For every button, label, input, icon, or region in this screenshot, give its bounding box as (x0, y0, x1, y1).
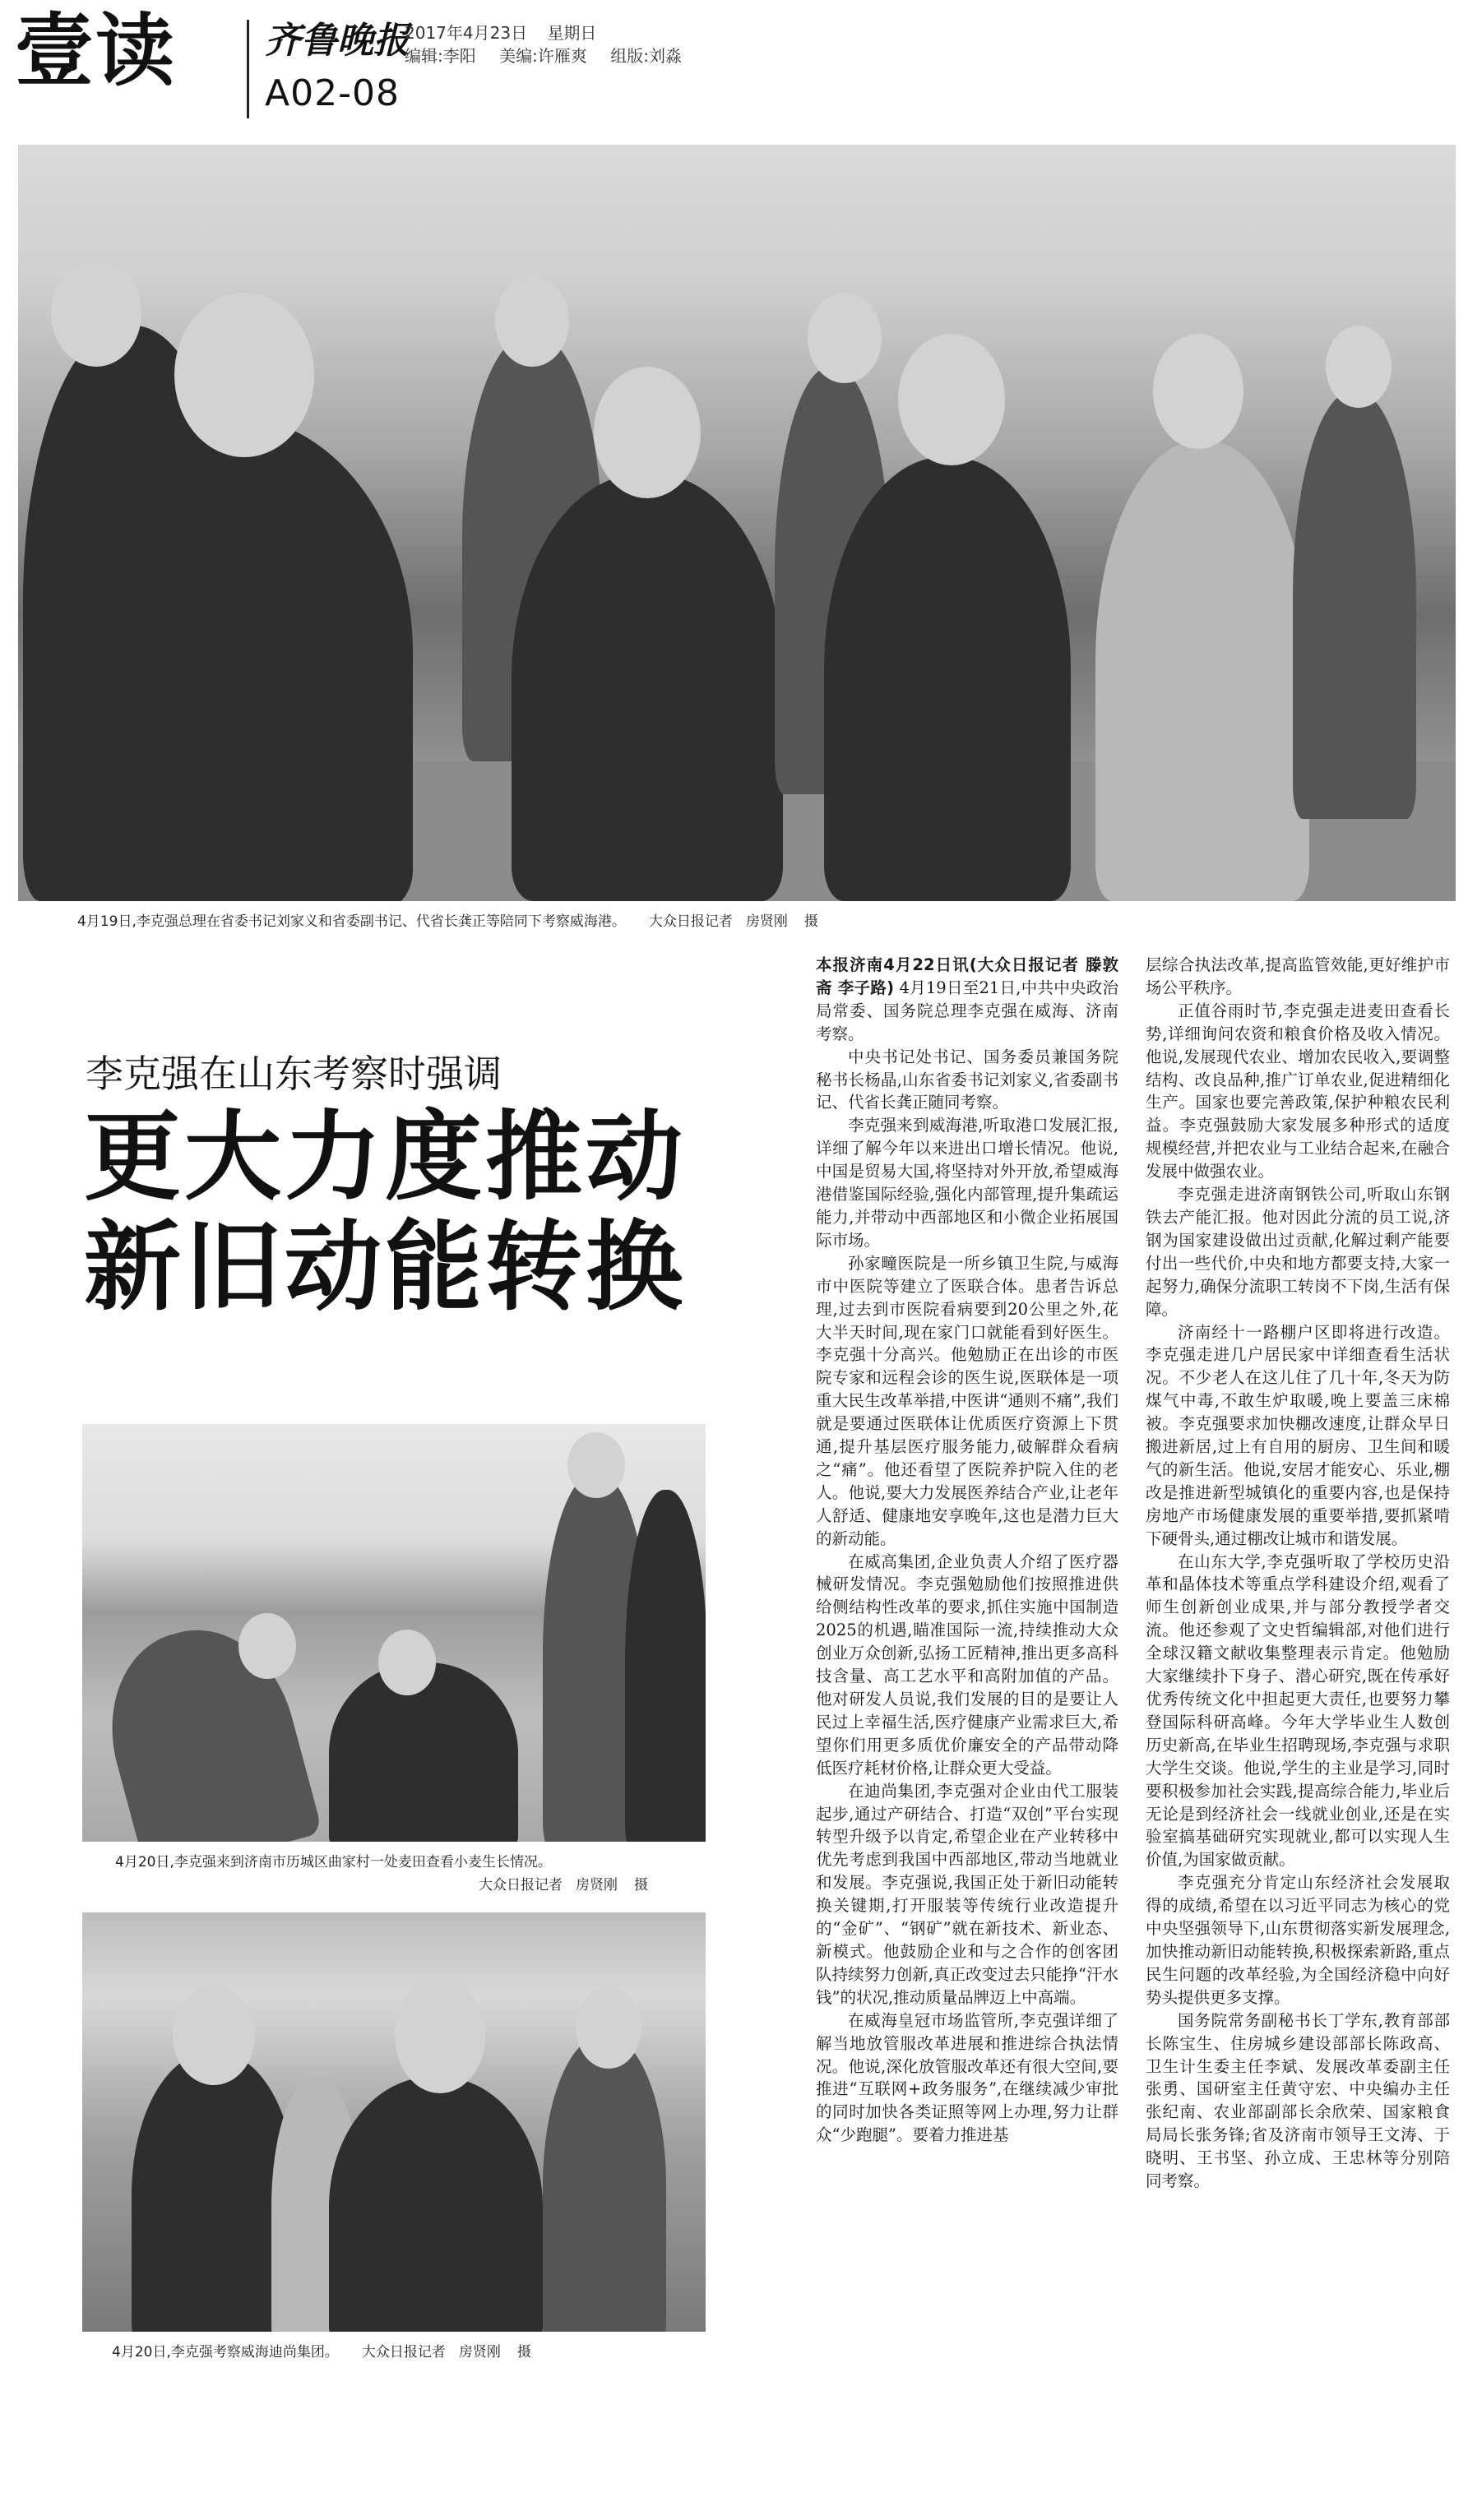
top-photo (18, 145, 1456, 901)
wheat-photo-credit: 大众日报记者 房贤刚 摄 (479, 1877, 648, 1893)
factory-photo-caption (112, 2340, 531, 2360)
newspaper-logo: 齐鲁晚报 (265, 20, 410, 62)
editor-credit: 编辑:李阳 (405, 46, 476, 66)
article-column-1 (816, 954, 1118, 2508)
article-paragraph: 国务院常务副秘书长丁学东,教育部部长陈宝生、住房城乡建设部部长陈政高、卫生计生委主任李斌、发展改革委副主任张勇、国研室主任黄守宏、中央编办主任张纪南、农业部副部长余欣荣、国家粮食局局长张务锋;省及济南市领导王文涛、于晓明、王书坚、孙立成、王忠林等分别陪同考察。 (1146, 2010, 1450, 2191)
article-column-2 (1146, 954, 1450, 2508)
wheat-field-photo (82, 1424, 706, 1842)
article-paragraph: 本报济南4月22日讯(大众日报记者 滕敦斋 李子路) 4月19日至21日,中共中央政治局常委、国务院总理李克强在威海、济南考察。 (816, 955, 1118, 1043)
layout-editor-credit: 组版:刘淼 (610, 46, 682, 66)
photo-credit: 大众日报记者 房贤刚 摄 (648, 913, 818, 930)
article-paragraph: 李克强走进济南钢铁公司,听取山东钢铁去产能汇报。他对因此分流的员工说,济钢为国家建设做出过贡献,化解过剩产能要付出一些代价,中央和地方都要支持,大家一起努力,确保分流职工转岗不下岗,生活有保障。 (1146, 1185, 1450, 1319)
section-title: 壹读 (15, 5, 176, 97)
article-paragraph: 中央书记处书记、国务委员兼国务院秘书长杨晶,山东省委书记刘家义,省委副书记、代省长龚正随同考察。 (816, 1047, 1118, 1112)
headline-line-1: 更大力度推动 (84, 1100, 687, 1214)
article-paragraph: 层综合执法改革,提高监管效能,更好维护市场公平秩序。 (1146, 955, 1450, 997)
article-paragraph: 在威海皇冠市场监管所,李克强详细了解当地放管服改革进展和推进综合执法情况。他说,深化放管服改革还有很大空间,要推进“互联网+政务服务”,在继续减少审批的同时加快各类证照等网上办理,努力让群众“少跑腿”。要着力推进基 (816, 2010, 1118, 2145)
dateline: 本报济南4月22日讯(大众日报记者 滕敦斋 李子路) (816, 955, 1118, 997)
article-paragraph: 李克强充分肯定山东经济社会发展取得的成绩,希望在以习近平同志为核心的党中央坚强领导下,山东贯彻落实新发展理念,加快推动新旧动能转换,积极探索新路,重点民生问题的改革经验,为全国经济稳中向好势头提供更多支撑。 (1146, 1873, 1450, 2007)
article-paragraph: 在迪尚集团,李克强对企业由代工服装起步,通过产研结合、打造“双创”平台实现转型升级予以肯定,希望企业在产业转移中优先考虑到我国中西部地区,带动当地就业和发展。李克强说,我国正处于新旧动能转换关键期,打开服装等传统行业改造提升的“金矿”、“钢矿”就在新技术、新业态、新模式。他鼓励企业和与之合作的创客团队持续努力创新,真正改变过去只能挣“汗水钱”的状况,推动质量品牌迈上中高端。 (816, 1781, 1118, 2007)
staff-credits (405, 43, 700, 67)
masthead-divider (247, 20, 249, 118)
date-text: 2017年4月23日 (405, 23, 528, 43)
article-paragraph: 孙家疃医院是一所乡镇卫生院,与威海市中医院等建立了医联合体。患者告诉总理,过去到市医院看病要到20公里之外,花大半天时间,现在家门口就能看到好医生。李克强十分高兴。他勉励正在出诊的市医院专家和远程会诊的医生说,医联体是一项重大民生改革举措,中医讲“通则不痛”,我们就是要通过医联体让优质医疗资源上下贯通,提升基层医疗服务能力,破解群众看病之“痛”。他还看望了医院养护院入住的老人。他说,要大力发展医养结合产业,让老年人舒适、健康地安享晚年,这也是潜力巨大的新动能。 (816, 1253, 1118, 1548)
article-paragraph: 在山东大学,李克强听取了学校历史沿革和晶体技术等重点学科建设介绍,观看了师生创新创业成果,并与部分教授学者交流。他还参观了文史哲编辑部,对他们进行全球汉籍文献收集整理表示肯定。他勉励大家继续扑下身子、潜心研究,既在传承好优秀传统文化中担起更大责任,也要努力攀登国际科研高峰。今年大学毕业生人数创历史新高,在毕业生招聘现场,李克强与求职大学生交谈。他说,学生的主业是学习,同时要积极参加社会实践,提高综合能力,毕业后无论是到经济社会一线就业创业,还是在实验室搞基础研究实现就业,都可以实现人生价值,为国家做贡献。 (1146, 1551, 1450, 1870)
art-editor-credit: 美编:许雁爽 (499, 46, 587, 66)
issue-date (405, 20, 611, 44)
photo-credit: 大众日报记者 房贤刚 摄 (361, 2344, 531, 2360)
factory-visit-photo (82, 1912, 706, 2332)
article-paragraph: 李克强来到威海港,听取港口发展汇报,详细了解今年以来进出口增长情况。他说,中国是贸易大国,将坚持对外开放,希望威海港借鉴国际经验,强化内部管理,提升集疏运能力,并带动中西部地区和小微企业拓展国际市场。 (816, 1116, 1118, 1250)
article-kicker: 李克强在山东考察时强调 (86, 1052, 502, 1096)
caption-text: 4月19日,李克强总理在省委书记刘家义和省委副书记、代省长龚正等陪同下考察威海港。 (77, 913, 626, 930)
article-paragraph: 在威高集团,企业负责人介绍了医疗器械研发情况。李克强勉励他们按照推进供给侧结构性改革的要求,抓住实施中国制造2025的机遇,瞄准国际一流,持续推动大众创业万众创新,弘扬工匠精神,推出更多高科技含量、高工艺水平和高附加值的产品。他对研发人员说,我们发展的目的是要让人民过上幸福生活,医疗健康产业需求巨大,希望你们用更多质优价廉安全的产品带动降低医疗耗材价格,让群众更大受益。 (816, 1551, 1118, 1778)
article-paragraph: 济南经十一路棚户区即将进行改造。李克强走进几户居民家中详细查看生活状况。不少老人在这儿住了几十年,冬天为防煤气中毒,不敢生炉取暖,晚上要盖三床棉被。李克强要求加快棚改速度,让群众早日搬进新居,过上有自用的厨房、卫生间和暖气的新生活。他说,安居才能安心、乐业,棚改是推进新型城镇化的重要内容,也是保持房地产市场健康发展的重要举措,要抓紧啃下硬骨头,通过棚改让城市和谐发展。 (1146, 1322, 1450, 1548)
page-number: A02-08 (265, 72, 400, 114)
article-paragraph: 正值谷雨时节,李克强走进麦田查看长势,详细询问农资和粮食价格及收入情况。他说,发展现代农业、增加农民收入,要调整结构、改良品种,推广订单农业,促进精细化生产。国家也要完善政策,保护种粮农民利益。李克强鼓励大家发展多种形式的适度规模经营,并把农业与工业结合起来,在融合发展中做强农业。 (1146, 1001, 1450, 1181)
headline-line-2: 新旧动能转换 (84, 1210, 687, 1324)
caption-text: 4月20日,李克强考察威海迪尚集团。 (112, 2344, 339, 2360)
weekday-text: 星期日 (547, 23, 597, 43)
top-photo-caption (77, 909, 818, 930)
wheat-photo-caption: 4月20日,李克强来到济南市历城区曲家村一处麦田查看小麦生长情况。 (115, 1854, 552, 1870)
